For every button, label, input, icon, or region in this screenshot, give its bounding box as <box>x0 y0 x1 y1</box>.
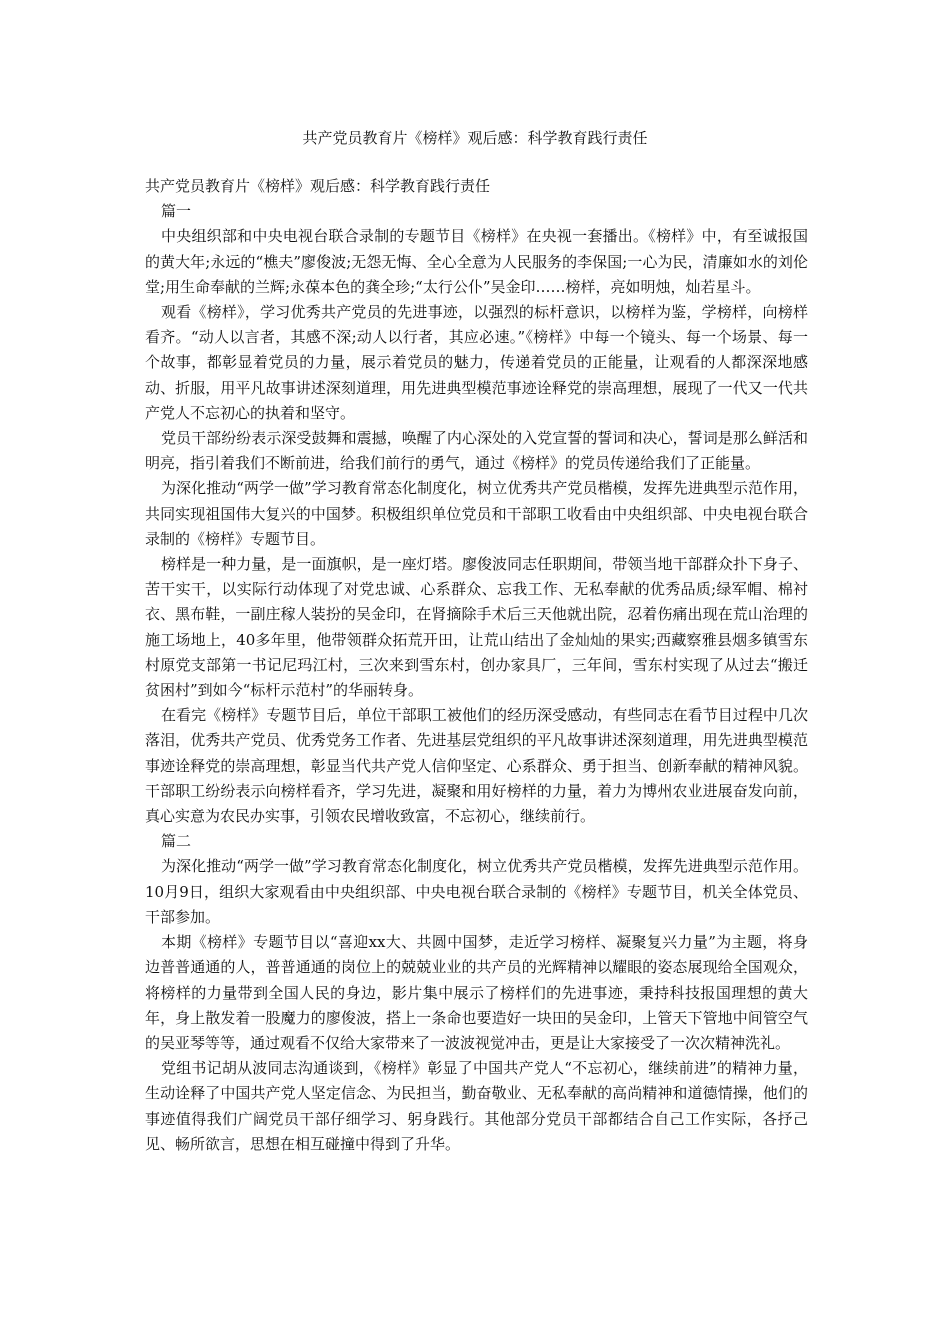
paragraph: 观看《榜样》，学习优秀共产党员的先进事迹，以强烈的标杆意识，以榜样为鉴，学榜样，向榜样看齐。“动人以言者，其感不深;动人以行者，其应必速。”《榜样》中每一个镜头、每一个场景、每一个故事，都彰显着党员的力量，展示着党员的魅力，传递着党员的正能量，让观看的人都深深地感动、折服，用平凡故事讲述深刻道理，用先进典型模范事迹诠释党的崇高理想，展现了一代又一代共产党人不忘初心的执着和坚守。 <box>145 303 808 422</box>
paragraph: 党员干部纷纷表示深受鼓舞和震撼，唤醒了内心深处的入党宣誓的誓词和决心，誓词是那么鲜活和明亮，指引着我们不断前进，给我们前行的勇气，通过《榜样》的党员传递给我们了正能量。 <box>145 429 808 473</box>
paragraph: 党组书记胡从波同志沟通谈到，《榜样》彰显了中国共产党人“不忘初心，继续前进”的精神力量，生动诠释了中国共产党人坚定信念、为民担当，勤奋敬业、无私奉献的高尚精神和道德情操，他们的事迹值得我们广阔党员干部仔细学习、躬身践行。其他部分党员干部都结合自己工作实际，各抒己见、畅所欲言，思想在相互碰撞中得到了升华。 <box>145 1059 808 1153</box>
section-heading-2: 篇二 <box>161 832 192 851</box>
document-title: 共产党员教育片《榜样》观后感：科学教育践行责任 <box>302 129 648 147</box>
paragraph: 中央组织部和中央电视台联合录制的专题节目《榜样》在央视一套播出。《榜样》中，有至诚报国的黄大年;永远的“樵夫”廖俊波;无怨无悔、全心全意为人民服务的李保国;一心为民，清廉如水的刘伦堂;用生命奉献的兰辉;永葆本色的龚全珍;“太行公仆”吴金印……榜样，亮如明烛，灿若星斗。 <box>145 227 808 296</box>
paragraph: 为深化推动“两学一做”学习教育常态化制度化，树立优秀共产党员楷模，发挥先进典型示范作用，共同实现祖国伟大复兴的中国梦。积极组织单位党员和干部职工收看由中央组织部、中央电视台联合录制的《榜样》专题节目。 <box>145 479 808 548</box>
document-body <box>145 174 808 1157</box>
section-heading-1: 篇一 <box>161 202 192 221</box>
paragraph: 为深化推动“两学一做”学习教育常态化制度化，树立优秀共产党员楷模，发挥先进典型示范作用。10月9日，组织大家观看由中央组织部、中央电视台联合录制的《榜样》专题节目，机关全体党员、干部参加。 <box>145 857 808 926</box>
paragraph: 本期《榜样》专题节目以“喜迎xx大、共圆中国梦，走近学习榜样、凝聚复兴力量”为主题，将身边普普通通的人，普普通通的岗位上的兢兢业业的共产员的光辉精神以耀眼的姿态展现给全国观众，将榜样的力量带到全国人民的身边，影片集中展示了榜样们的先进事迹，秉持科技报国理想的黄大年，身上散发着一股魔力的廖俊波，搭上一条命也要造好一块田的吴金印，上管天下管地中间管空气的吴亚琴等等，通过观看不仅给大家带来了一波波视觉冲击，更是让大家接受了一次次精神洗礼。 <box>145 933 808 1052</box>
paragraph: 榜样是一种力量，是一面旗帜，是一座灯塔。廖俊波同志任职期间，带领当地干部群众扑下身子、苦干实干，以实际行动体现了对党忠诚、心系群众、忘我工作、无私奉献的优秀品质;绿军帽、棉衬衣、黑布鞋，一副庄稼人装扮的吴金印，在肾摘除手术后三天他就出院，忍着伤痛出现在荒山治理的施工场地上，40多年里，他带领群众拓荒开田，让荒山结出了金灿灿的果实;西藏察雅县烟多镇雪东村原党支部第一书记尼玛江村，三次来到雪东村，创办家具厂，三年间，雪东村实现了从过去“搬迁贫困村”到如今“标杆示范村”的华丽转身。 <box>145 555 808 700</box>
paragraph: 在看完《榜样》专题节目后，单位干部职工被他们的经历深受感动，有些同志在看节目过程中几次落泪，优秀共产党员、优秀党务工作者、先进基层党组织的平凡故事讲述深刻道理，用先进典型模范事迹诠释党的崇高理想，彰显当代共产党人信仰坚定、心系群众、勇于担当、创新奉献的精神风貌。干部职工纷纷表示向榜样看齐，学习先进，凝聚和用好榜样的力量，着力为博州农业进展奋发向前，真心实意为农民办实事，引领农民增收致富，不忘初心，继续前行。 <box>145 706 808 826</box>
document-subtitle: 共产党员教育片《榜样》观后感：科学教育践行责任 <box>145 177 491 195</box>
